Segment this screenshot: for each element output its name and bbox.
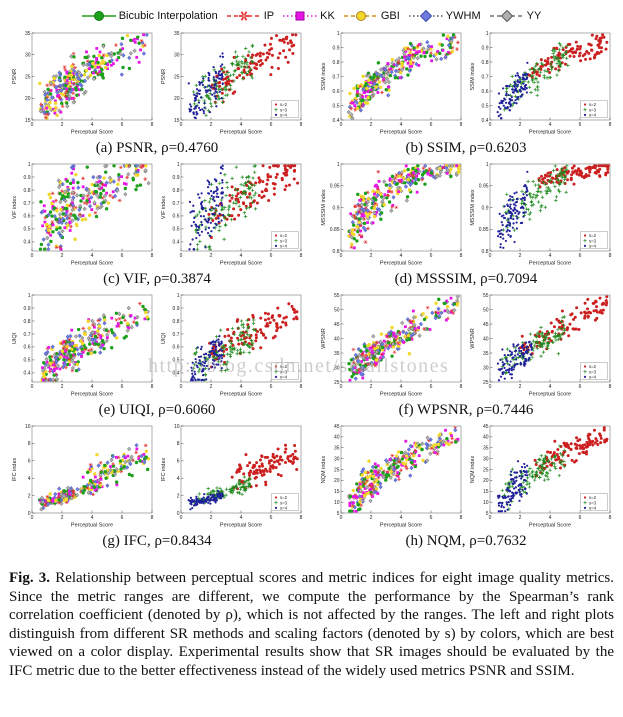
- scatter-plot-uiqi-methods: [10, 291, 156, 401]
- scatter-plot-msssim-scales: [468, 160, 614, 270]
- scatter-plot-vif-methods: [10, 160, 156, 270]
- pair-caption-g: (g) IFC, ρ=0.8434: [102, 533, 212, 549]
- legend-item-label: KK: [320, 10, 335, 22]
- pair-caption-a: (a) PSNR, ρ=0.4760: [95, 140, 219, 156]
- pair-caption-h: (h) NQM, ρ=0.7632: [405, 533, 527, 549]
- legend-marker-diamond-icon: [490, 10, 524, 22]
- legend-marker-asterisk-icon: [227, 10, 261, 22]
- legend-item-label: YWHM: [445, 10, 481, 22]
- legend-marker-circle-icon: [344, 10, 378, 22]
- figure-caption: [9, 569, 614, 681]
- pair-plots: [319, 160, 614, 270]
- metric-pair-ifc: [10, 422, 305, 550]
- pair-plots: [319, 291, 614, 401]
- figure-row-1: [0, 29, 623, 157]
- scatter-plot-nqm-methods: [319, 422, 465, 532]
- figure-row-3: [0, 291, 623, 419]
- legend-marker-square-icon: [283, 10, 317, 22]
- figure-row-4: [0, 422, 623, 550]
- scatter-plot-uiqi-scales: [159, 291, 305, 401]
- watermark: http://blog.csdn.net/smallstones: [148, 355, 450, 377]
- scatter-plot-vif-scales: [159, 160, 305, 270]
- pair-plots: [10, 291, 305, 401]
- metric-pair-ssim: [319, 29, 614, 157]
- pair-caption-f: (f) WPSNR, ρ=0.7446: [398, 402, 534, 418]
- scatter-plot-psnr-scales: [159, 29, 305, 139]
- metric-pair-uiqi: [10, 291, 305, 419]
- figure-row-2: [0, 160, 623, 288]
- metric-pair-vif: [10, 160, 305, 288]
- scatter-plot-ssim-scales: [468, 29, 614, 139]
- legend-marker-circle-icon: [82, 10, 116, 22]
- legend-item-label: GBI: [380, 10, 400, 22]
- pair-caption-e: (e) UIQI, ρ=0.6060: [98, 402, 216, 418]
- pair-plots: [319, 422, 614, 532]
- scatter-plot-nqm-scales: [468, 422, 614, 532]
- pair-plots: [10, 422, 305, 532]
- figure-caption-tag: Fig. 3.: [9, 570, 51, 586]
- scatter-plot-psnr-methods: [10, 29, 156, 139]
- pair-plots: [10, 29, 305, 139]
- legend-item-yy: [490, 10, 542, 22]
- scatter-plot-wpsnr-methods: [319, 291, 465, 401]
- scatter-plot-msssim-methods: [319, 160, 465, 270]
- scatter-plot-ssim-methods: [319, 29, 465, 139]
- pair-caption-b: (b) SSIM, ρ=0.6203: [405, 140, 527, 156]
- pair-caption-c: (c) VIF, ρ=0.3874: [103, 271, 211, 287]
- figure-legend: [0, 0, 623, 26]
- legend-item-ywhm: [409, 10, 481, 22]
- pair-plots: [319, 29, 614, 139]
- scatter-plot-wpsnr-scales: [468, 291, 614, 401]
- legend-item-ip: [227, 10, 274, 22]
- pair-plots: [10, 160, 305, 270]
- legend-item-label: Bicubic Interpolation: [118, 10, 218, 22]
- legend-item-bicubic-interpolation: [82, 10, 218, 22]
- scatter-plot-ifc-methods: [10, 422, 156, 532]
- metric-pair-wpsnr: [319, 291, 614, 419]
- pair-caption-d: (d) MSSSIM, ρ=0.7094: [394, 271, 538, 287]
- metric-pair-msssim: [319, 160, 614, 288]
- metric-pair-psnr: [10, 29, 305, 157]
- legend-item-kk: [283, 10, 335, 22]
- legend-item-label: YY: [526, 10, 542, 22]
- figure-caption-text: Relationship between perceptual scores and metric indices for eight image quality metrics. Since the metric ranges are different, we compute the performance by the Spearman’s rank correlation coefficient (denoted by ρ), which is not affected by the ranges. The left and right plots distinguish from different SR methods and scaling factors (denoted by s) by colors, which are best viewed on a color display. Experimental results show that SR images should be evaluated by the IFC metric due to the better effectiveness instead of the widely used metrics PSNR and SSIM.: [9, 570, 615, 679]
- legend-item-label: IP: [263, 10, 275, 22]
- figure-grid: [0, 29, 623, 553]
- metric-pair-nqm: [319, 422, 614, 550]
- legend-marker-diamond-icon: [409, 10, 443, 22]
- legend-item-gbi: [344, 10, 400, 22]
- scatter-plot-ifc-scales: [159, 422, 305, 532]
